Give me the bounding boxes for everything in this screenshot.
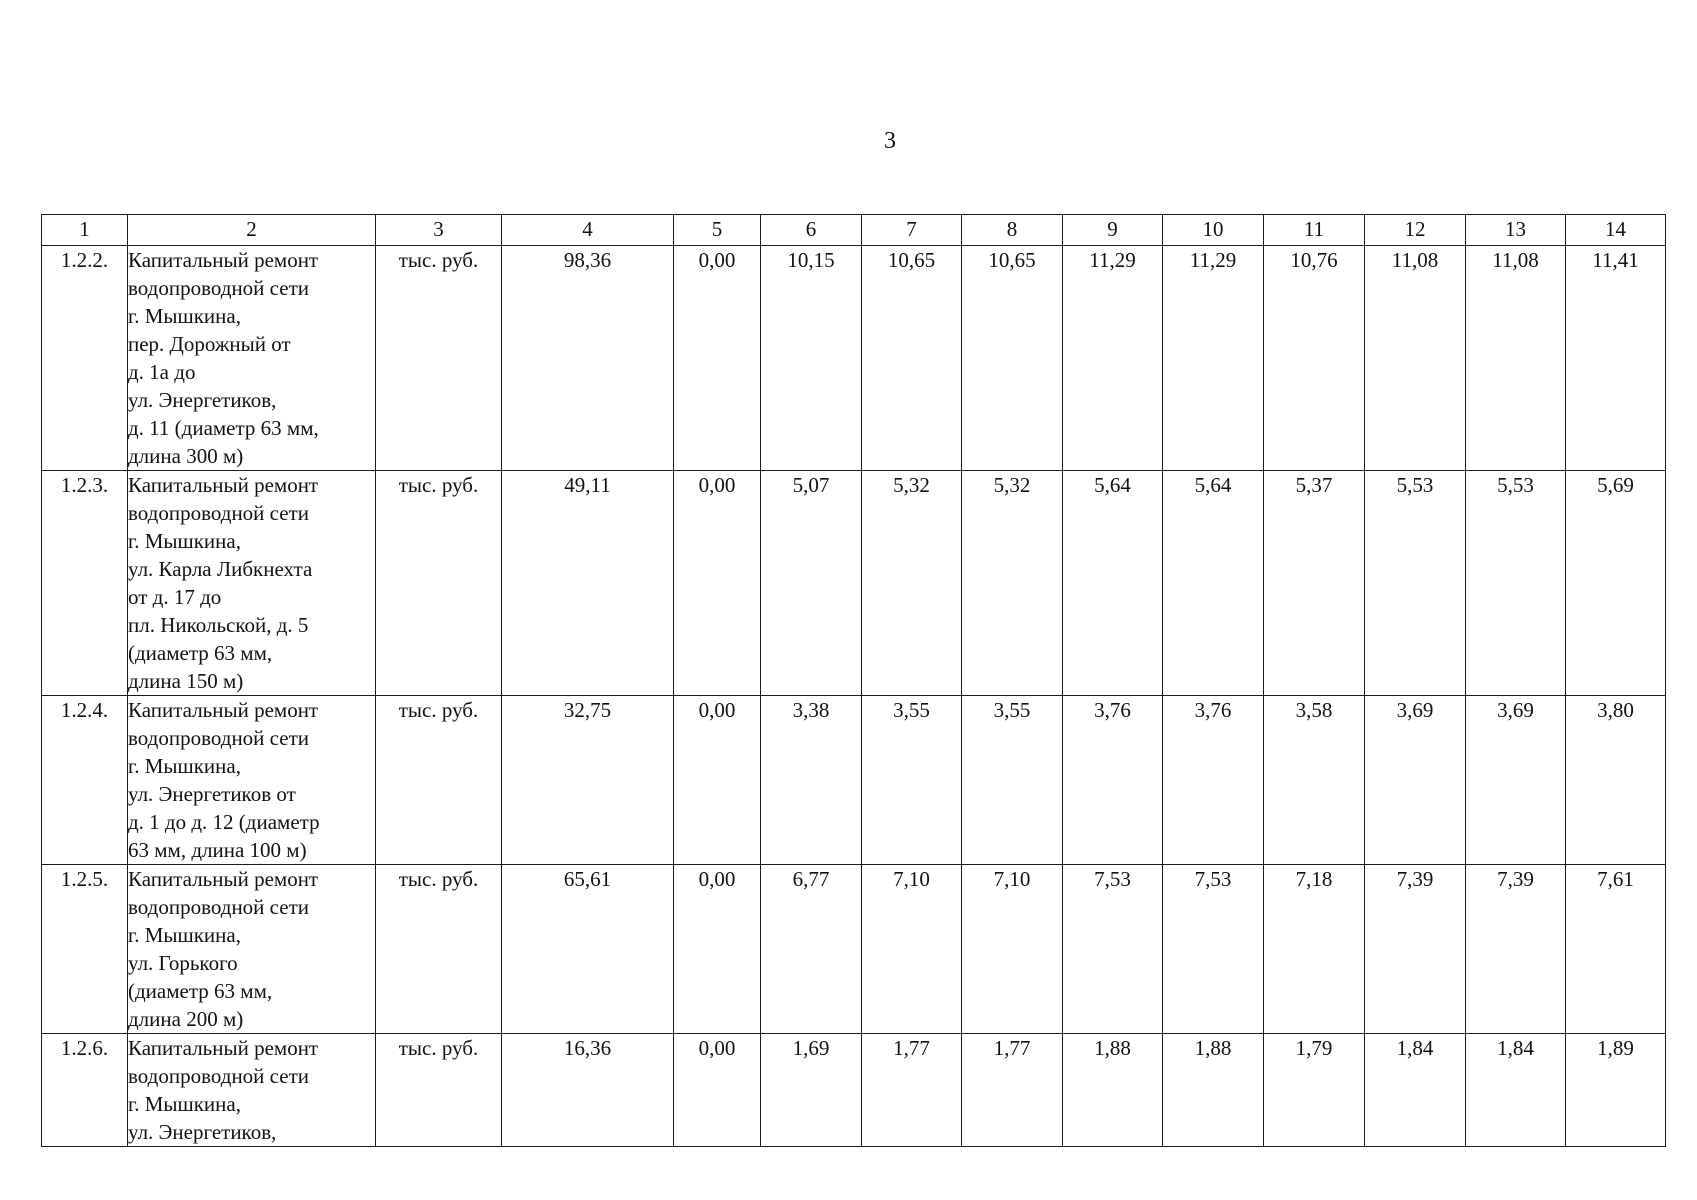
row-value-cell: 98,36 bbox=[502, 246, 674, 471]
row-value-cell: 7,39 bbox=[1365, 865, 1466, 1034]
row-value-cell: 7,39 bbox=[1466, 865, 1566, 1034]
row-description-cell: Капитальный ремонт водопроводной сети г. Мышкина, ул. Горького (диаметр 63 мм, длина 200 м) bbox=[128, 865, 376, 1034]
row-value-cell: 16,36 bbox=[502, 1034, 674, 1147]
row-value-cell: 11,08 bbox=[1466, 246, 1566, 471]
column-header: 5 bbox=[674, 215, 761, 246]
column-header: 6 bbox=[761, 215, 862, 246]
column-header: 7 bbox=[862, 215, 962, 246]
budget-table bbox=[41, 214, 1666, 1147]
row-value-cell: 1,77 bbox=[862, 1034, 962, 1147]
row-value-cell: 11,29 bbox=[1063, 246, 1163, 471]
row-unit-cell: тыс. руб. bbox=[376, 471, 502, 696]
row-value-cell: 5,64 bbox=[1063, 471, 1163, 696]
row-value-cell: 3,55 bbox=[962, 696, 1063, 865]
row-code-cell: 1.2.2. bbox=[42, 246, 128, 471]
row-value-cell: 1,89 bbox=[1566, 1034, 1666, 1147]
column-header: 8 bbox=[962, 215, 1063, 246]
table-header-row bbox=[42, 215, 1666, 246]
row-value-cell: 3,76 bbox=[1163, 696, 1264, 865]
row-unit-cell: тыс. руб. bbox=[376, 1034, 502, 1147]
row-unit-cell: тыс. руб. bbox=[376, 865, 502, 1034]
row-value-cell: 5,32 bbox=[862, 471, 962, 696]
row-value-cell: 1,69 bbox=[761, 1034, 862, 1147]
row-value-cell: 1,88 bbox=[1063, 1034, 1163, 1147]
row-value-cell: 49,11 bbox=[502, 471, 674, 696]
row-description-cell: Капитальный ремонт водопроводной сети г. Мышкина, ул. Энергетиков от д. 1 до д. 12 (диаметр 63 мм, длина 100 м) bbox=[128, 696, 376, 865]
table-row bbox=[42, 696, 1666, 865]
row-value-cell: 0,00 bbox=[674, 696, 761, 865]
row-value-cell: 3,69 bbox=[1466, 696, 1566, 865]
row-value-cell: 11,08 bbox=[1365, 246, 1466, 471]
row-value-cell: 7,53 bbox=[1163, 865, 1264, 1034]
row-value-cell: 7,61 bbox=[1566, 865, 1666, 1034]
column-header: 12 bbox=[1365, 215, 1466, 246]
column-header: 9 bbox=[1063, 215, 1163, 246]
row-value-cell: 7,53 bbox=[1063, 865, 1163, 1034]
row-value-cell: 1,79 bbox=[1264, 1034, 1365, 1147]
row-unit-cell: тыс. руб. bbox=[376, 246, 502, 471]
row-value-cell: 65,61 bbox=[502, 865, 674, 1034]
row-value-cell: 0,00 bbox=[674, 1034, 761, 1147]
row-value-cell: 5,53 bbox=[1365, 471, 1466, 696]
row-value-cell: 7,10 bbox=[862, 865, 962, 1034]
row-value-cell: 3,69 bbox=[1365, 696, 1466, 865]
table-body bbox=[42, 246, 1666, 1147]
row-unit-cell: тыс. руб. bbox=[376, 696, 502, 865]
row-value-cell: 3,55 bbox=[862, 696, 962, 865]
row-value-cell: 5,69 bbox=[1566, 471, 1666, 696]
table-row bbox=[42, 246, 1666, 471]
page-number: 3 bbox=[884, 128, 896, 154]
row-description-cell: Капитальный ремонт водопроводной сети г. Мышкина, ул. Карла Либкнехта от д. 17 до пл. Никольской, д. 5 (диаметр 63 мм, длина 150 м) bbox=[128, 471, 376, 696]
row-value-cell: 32,75 bbox=[502, 696, 674, 865]
table-row bbox=[42, 1034, 1666, 1147]
row-value-cell: 1,84 bbox=[1365, 1034, 1466, 1147]
row-value-cell: 3,76 bbox=[1063, 696, 1163, 865]
table-row bbox=[42, 471, 1666, 696]
row-value-cell: 5,07 bbox=[761, 471, 862, 696]
row-description-cell: Капитальный ремонт водопроводной сети г. Мышкина, пер. Дорожный от д. 1а до ул. Энергетиков, д. 11 (диаметр 63 мм, длина 300 м) bbox=[128, 246, 376, 471]
row-value-cell: 5,32 bbox=[962, 471, 1063, 696]
row-value-cell: 1,77 bbox=[962, 1034, 1063, 1147]
row-value-cell: 10,15 bbox=[761, 246, 862, 471]
row-value-cell: 6,77 bbox=[761, 865, 862, 1034]
column-header: 13 bbox=[1466, 215, 1566, 246]
row-value-cell: 0,00 bbox=[674, 471, 761, 696]
row-value-cell: 7,18 bbox=[1264, 865, 1365, 1034]
row-code-cell: 1.2.4. bbox=[42, 696, 128, 865]
column-header: 2 bbox=[128, 215, 376, 246]
row-code-cell: 1.2.3. bbox=[42, 471, 128, 696]
column-header: 1 bbox=[42, 215, 128, 246]
column-header: 10 bbox=[1163, 215, 1264, 246]
row-value-cell: 1,88 bbox=[1163, 1034, 1264, 1147]
table-row bbox=[42, 865, 1666, 1034]
row-value-cell: 0,00 bbox=[674, 865, 761, 1034]
row-value-cell: 7,10 bbox=[962, 865, 1063, 1034]
row-code-cell: 1.2.6. bbox=[42, 1034, 128, 1147]
row-value-cell: 11,41 bbox=[1566, 246, 1666, 471]
row-value-cell: 0,00 bbox=[674, 246, 761, 471]
row-value-cell: 5,37 bbox=[1264, 471, 1365, 696]
column-header: 11 bbox=[1264, 215, 1365, 246]
row-value-cell: 3,58 bbox=[1264, 696, 1365, 865]
row-value-cell: 3,38 bbox=[761, 696, 862, 865]
column-header: 3 bbox=[376, 215, 502, 246]
row-value-cell: 10,65 bbox=[962, 246, 1063, 471]
row-value-cell: 5,64 bbox=[1163, 471, 1264, 696]
row-value-cell: 11,29 bbox=[1163, 246, 1264, 471]
row-value-cell: 10,76 bbox=[1264, 246, 1365, 471]
row-description-cell: Капитальный ремонт водопроводной сети г. Мышкина, ул. Энергетиков, bbox=[128, 1034, 376, 1147]
column-header: 4 bbox=[502, 215, 674, 246]
row-code-cell: 1.2.5. bbox=[42, 865, 128, 1034]
column-header: 14 bbox=[1566, 215, 1666, 246]
row-value-cell: 3,80 bbox=[1566, 696, 1666, 865]
row-value-cell: 5,53 bbox=[1466, 471, 1566, 696]
row-value-cell: 1,84 bbox=[1466, 1034, 1566, 1147]
row-value-cell: 10,65 bbox=[862, 246, 962, 471]
